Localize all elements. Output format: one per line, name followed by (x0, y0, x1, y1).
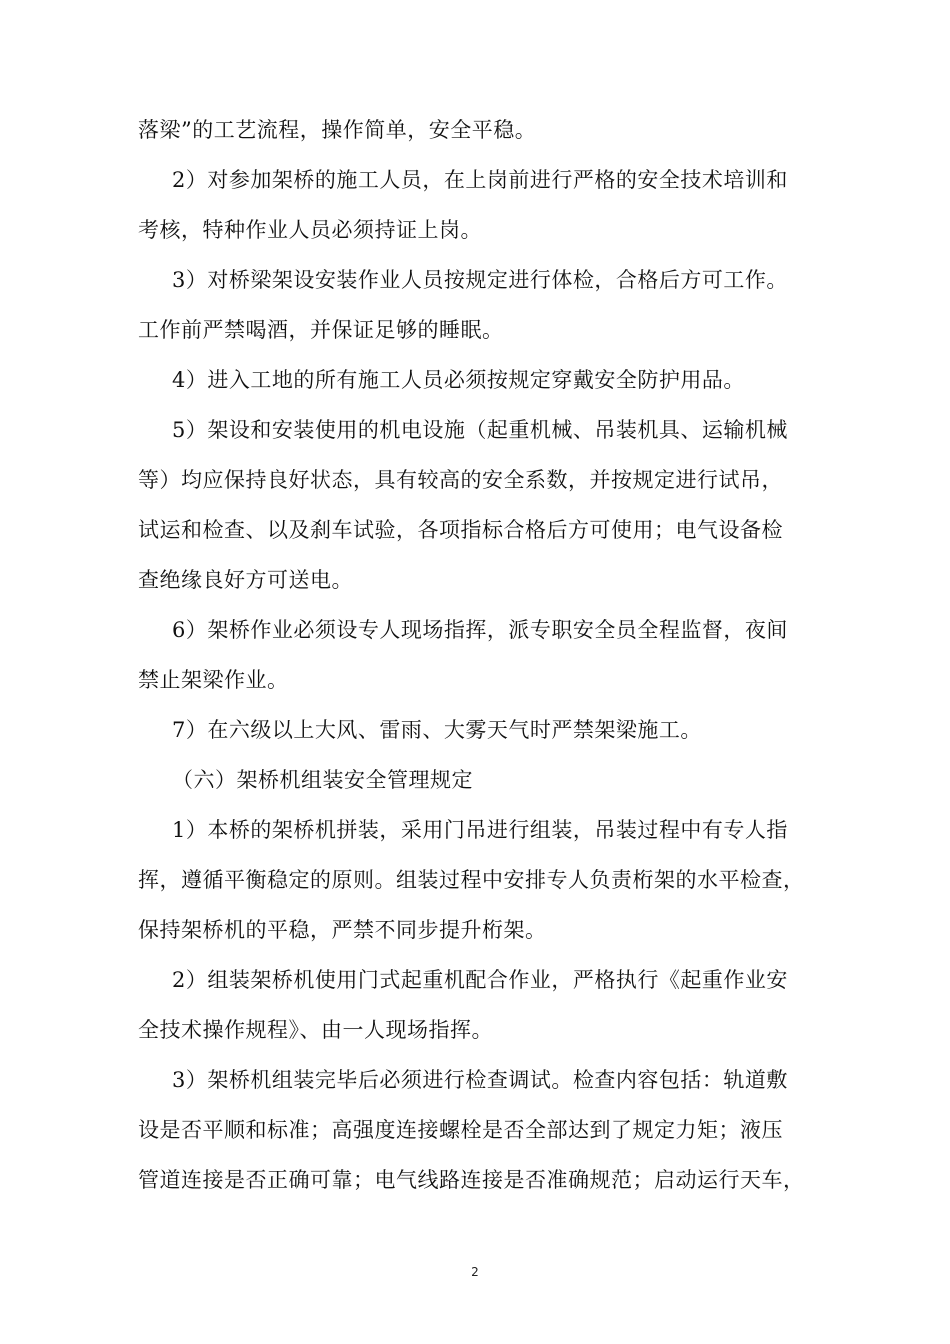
text-line: 5）架设和安装使用的机电设施（起重机械、吊装机具、运输机械 (172, 418, 788, 442)
text-line: 2）组装架桥机使用门式起重机配合作业，严格执行《起重作业安 (172, 968, 788, 992)
text-line: 全技术操作规程》、由一人现场指挥。 (138, 1018, 493, 1042)
text-line: 保持架桥机的平稳，严禁不同步提升桁架。 (138, 918, 547, 942)
text-line: 2）对参加架桥的施工人员，在上岗前进行严格的安全技术培训和 (172, 168, 788, 192)
text-line: 查绝缘良好方可送电。 (138, 568, 353, 592)
text-line: 设是否平顺和标准；高强度连接螺栓是否全部达到了规定力矩；液压 (138, 1118, 783, 1142)
page-number: 2 (471, 1265, 479, 1279)
text-line: 等）均应保持良好状态，具有较高的安全系数，并按规定进行试吊， (138, 468, 783, 492)
text-line: 3）对桥梁架设安装作业人员按规定进行体检，合格后方可工作。 (172, 268, 788, 292)
text-line: 4）进入工地的所有施工人员必须按规定穿戴安全防护用品。 (172, 368, 745, 392)
text-line: 7）在六级以上大风、雷雨、大雾天气时严禁架梁施工。 (172, 718, 702, 742)
text-line: 禁止架梁作业。 (138, 668, 289, 692)
text-line: 工作前严禁喝酒，并保证足够的睡眠。 (138, 318, 504, 342)
text-line: 管道连接是否正确可靠；电气线路连接是否准确规范；启动运行天车， (138, 1168, 805, 1192)
text-line: 6）架桥作业必须设专人现场指挥，派专职安全员全程监督，夜间 (172, 618, 788, 642)
text-line: 落梁”的工艺流程，操作简单，安全平稳。 (138, 118, 537, 142)
section-heading: （六）架桥机组装安全管理规定 (172, 768, 473, 792)
text-line: 考核，特种作业人员必须持证上岗。 (138, 218, 482, 242)
text-line: 3）架桥机组装完毕后必须进行检查调试。检查内容包括：轨道敷 (172, 1068, 788, 1092)
text-line: 试运和检查、以及刹车试验，各项指标合格后方可使用；电气设备检 (138, 518, 783, 542)
text-line: 1）本桥的架桥机拼装，采用门吊进行组装，吊装过程中有专人指 (172, 818, 788, 842)
text-line: 挥，遵循平衡稳定的原则。组装过程中安排专人负责桁架的水平检查， (138, 868, 805, 892)
